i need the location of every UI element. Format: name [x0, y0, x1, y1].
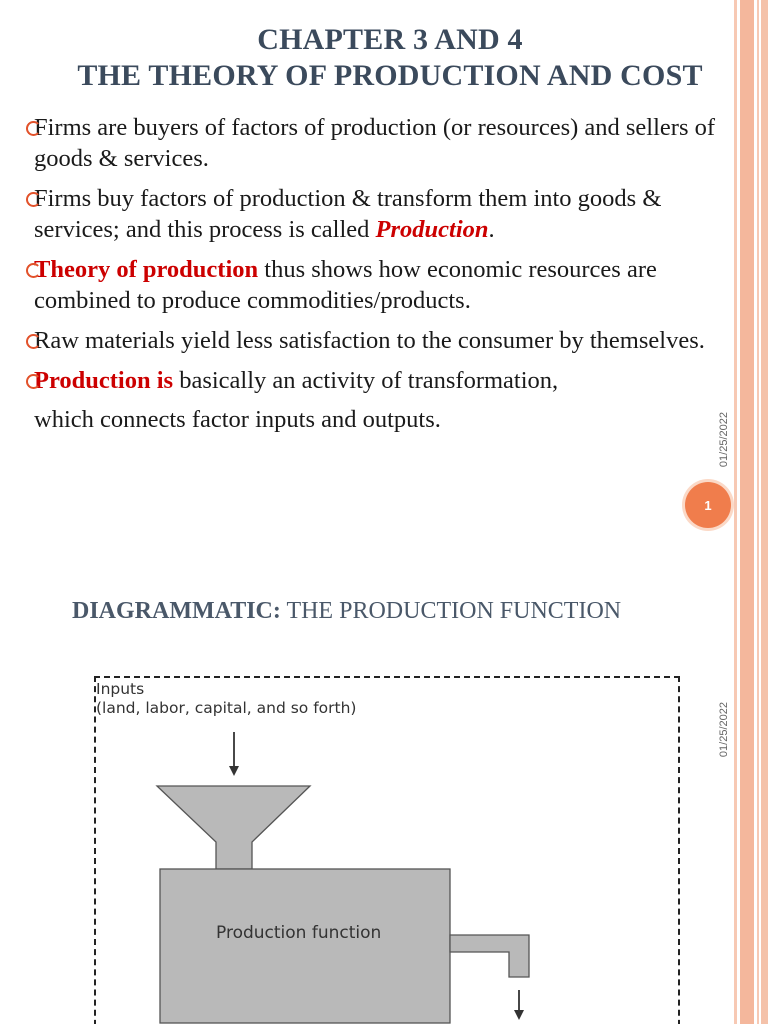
bullet-icon: [26, 192, 41, 207]
title-line-2: THE THEORY OF PRODUCTION AND COST: [77, 59, 703, 92]
inputs-line-2: (land, labor, capital, and so forth): [96, 699, 357, 717]
bullet-item: [30, 183, 750, 245]
output-arrow: [514, 990, 524, 1020]
machine-body: [160, 869, 450, 1023]
slide-2: [0, 562, 768, 1024]
production-function-diagram: [0, 562, 768, 1024]
bullet-text: Firms are buyers of factors of production (or resources) and sellers of goods & services.: [34, 114, 716, 172]
inputs-line-1: Inputs: [96, 680, 145, 698]
bullet-text-line2: which connects factor inputs and outputs.: [34, 406, 441, 433]
emphasis-production: Production: [375, 216, 489, 243]
funnel-hopper: [157, 786, 310, 869]
bullet-item: [30, 365, 750, 435]
title-bold: DIAGRAMMATIC:: [72, 598, 281, 624]
slide-date: 01/25/2022: [718, 702, 730, 758]
bullet-icon: [26, 121, 41, 136]
bullet-icon: [26, 374, 41, 389]
bullet-text: thus shows how economic resources are combined to produce commodities/products.: [34, 256, 657, 314]
bullet-item: [30, 112, 750, 174]
title-rest: THE PRODUCTION FUNCTION: [280, 598, 622, 624]
bullet-icon: [26, 263, 41, 278]
slide-title: [0, 22, 768, 94]
output-spout: [450, 935, 529, 977]
bullet-item: [30, 325, 750, 356]
slide-date: 01/25/2022: [718, 412, 730, 468]
bullet-tail: .: [488, 216, 495, 243]
bullet-text: Raw materials yield less satisfaction to the consumer by themselves.: [34, 327, 705, 354]
bullet-icon: [26, 334, 41, 349]
bullet-text: Firms buy factors of production & transform them into goods & services; and this process is called: [34, 185, 662, 243]
bullet-item: [30, 254, 750, 316]
bullet-text: basically an activity of transformation,: [173, 367, 559, 394]
page-number-badge: 1: [685, 482, 731, 528]
title-line-1: CHAPTER 3 AND 4: [257, 23, 523, 56]
machine-label: Production function: [216, 923, 382, 943]
input-arrow: [229, 732, 239, 776]
bullet-lead: Theory of production: [34, 256, 259, 283]
bullet-list: [30, 112, 750, 444]
bullet-lead: Production is: [34, 367, 174, 394]
